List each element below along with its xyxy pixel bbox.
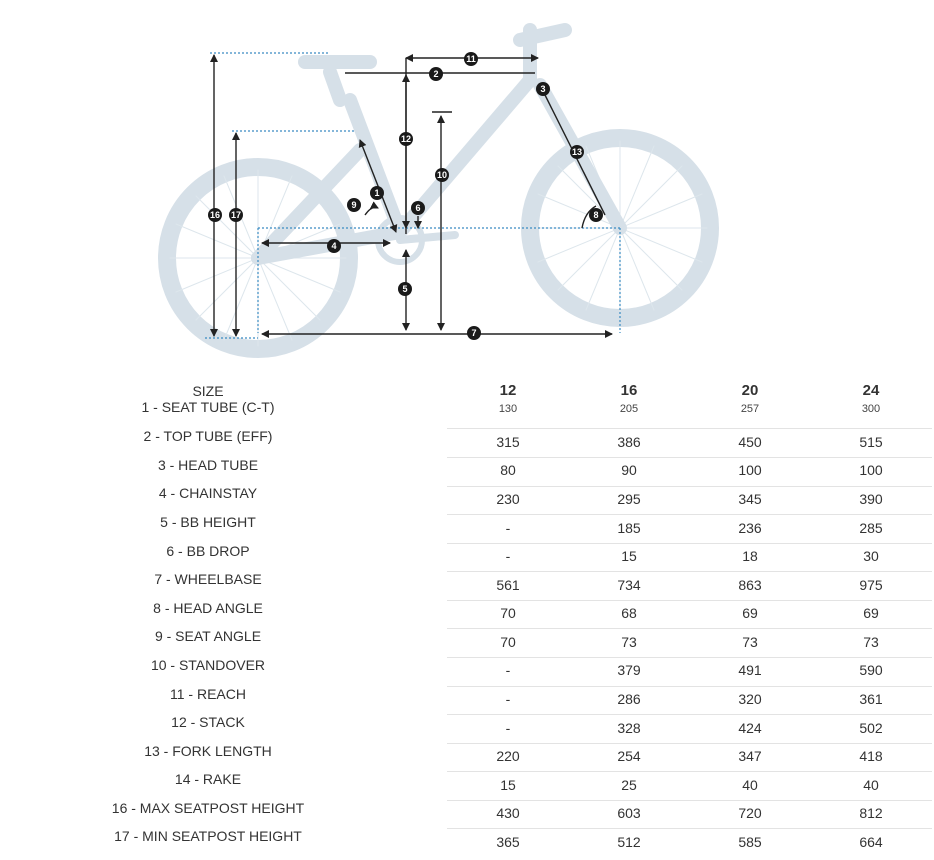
row-divider (447, 800, 932, 801)
table-cell: 295 (617, 491, 641, 507)
table-cell: 18 (742, 548, 758, 564)
table-cell: 40 (863, 777, 879, 793)
svg-text:6: 6 (415, 203, 421, 213)
table-cell: 720 (738, 805, 762, 821)
row-label-head-angle: 8 - HEAD ANGLE (153, 600, 263, 616)
table-cell: - (505, 662, 511, 678)
table-cell: 90 (621, 462, 637, 478)
size-16-header: 16 (620, 382, 638, 399)
table-cell: 254 (617, 748, 641, 764)
table-cell: 69 (863, 605, 879, 621)
svg-text:12: 12 (400, 134, 412, 144)
row-divider (447, 771, 932, 772)
svg-text:3: 3 (540, 84, 546, 94)
table-cell: 220 (496, 748, 520, 764)
row-label-chainstay: 4 - CHAINSTAY (158, 485, 258, 501)
size-16-sub: 205 (619, 403, 639, 415)
svg-text:11: 11 (466, 54, 476, 64)
row-label-seat-tube: 1 - SEAT TUBE (C-T) (141, 399, 275, 415)
row-divider (447, 514, 932, 515)
table-cell: 236 (738, 520, 762, 536)
table-cell: 73 (621, 634, 637, 650)
table-cell: 25 (621, 777, 637, 793)
table-cell: 430 (496, 805, 520, 821)
row-label-min-seatpost: 17 - MIN SEATPOST HEIGHT (114, 828, 302, 844)
row-label-top-tube: 2 - TOP TUBE (EFF) (143, 428, 273, 444)
table-cell: - (505, 720, 511, 736)
row-divider (447, 428, 932, 429)
table-cell: 863 (738, 577, 762, 593)
table-cell: 285 (859, 520, 883, 536)
row-divider (447, 486, 932, 487)
table-cell: 512 (617, 834, 641, 850)
svg-text:5: 5 (402, 284, 408, 294)
svg-text:10: 10 (436, 170, 448, 180)
table-cell: 585 (738, 834, 762, 850)
size-12-sub: 130 (498, 403, 518, 415)
table-cell: 230 (496, 491, 520, 507)
table-cell: - (505, 548, 511, 564)
svg-text:4: 4 (331, 241, 337, 251)
table-cell: 185 (617, 520, 641, 536)
size-20-header: 20 (741, 382, 759, 399)
row-divider (447, 743, 932, 744)
size-24-sub: 300 (861, 403, 881, 415)
svg-text:2: 2 (433, 69, 439, 79)
row-divider (447, 543, 932, 544)
row-divider (447, 714, 932, 715)
row-label-rake: 14 - RAKE (174, 771, 242, 787)
table-cell: 561 (496, 577, 520, 593)
table-cell: 30 (863, 548, 879, 564)
svg-text:9: 9 (351, 200, 357, 210)
table-cell: 15 (621, 548, 637, 564)
table-cell: 100 (738, 462, 762, 478)
table-cell: 664 (859, 834, 883, 850)
table-cell: 315 (496, 434, 520, 450)
table-cell: 68 (621, 605, 637, 621)
row-label-standover: 10 - STANDOVER (150, 657, 266, 673)
table-cell: 418 (859, 748, 883, 764)
table-cell: 328 (617, 720, 641, 736)
size-header-label: SIZE (192, 383, 224, 399)
row-label-stack: 12 - STACK (171, 714, 245, 730)
table-cell: 345 (738, 491, 762, 507)
row-label-bb-height: 5 - BB HEIGHT (160, 514, 256, 530)
table-cell: 73 (863, 634, 879, 650)
svg-text:13: 13 (571, 147, 583, 157)
table-cell: 361 (859, 691, 883, 707)
svg-text:16: 16 (209, 210, 221, 220)
svg-text:17: 17 (230, 210, 242, 220)
table-cell: 286 (617, 691, 641, 707)
row-label-seat-angle: 9 - SEAT ANGLE (154, 628, 262, 644)
row-label-fork-length: 13 - FORK LENGTH (144, 743, 272, 759)
row-label-reach: 11 - REACH (170, 686, 246, 702)
row-divider (447, 600, 932, 601)
size-20-sub: 257 (740, 403, 760, 415)
table-cell: 15 (500, 777, 516, 793)
svg-text:7: 7 (471, 328, 477, 338)
table-cell: 73 (742, 634, 758, 650)
table-cell: 390 (859, 491, 883, 507)
table-cell: 975 (859, 577, 883, 593)
svg-text:1: 1 (374, 188, 380, 198)
table-cell: 80 (500, 462, 516, 478)
row-label-bb-drop: 6 - BB DROP (166, 543, 250, 559)
row-label-wheelbase: 7 - WHEELBASE (154, 571, 262, 587)
size-24-header: 24 (862, 382, 880, 399)
table-cell: 812 (859, 805, 883, 821)
table-cell: 491 (738, 662, 762, 678)
table-cell: 40 (742, 777, 758, 793)
svg-text:8: 8 (593, 210, 599, 220)
table-cell: 365 (496, 834, 520, 850)
row-label-max-seatpost: 16 - MAX SEATPOST HEIGHT (111, 800, 305, 816)
row-label-head-tube: 3 - HEAD TUBE (157, 457, 259, 473)
table-cell: 603 (617, 805, 641, 821)
table-cell: 734 (617, 577, 641, 593)
row-divider (447, 657, 932, 658)
size-12-header: 12 (499, 382, 517, 399)
table-cell: 515 (859, 434, 883, 450)
table-cell: 69 (742, 605, 758, 621)
row-divider (447, 828, 932, 829)
table-cell: 347 (738, 748, 762, 764)
table-cell: 100 (859, 462, 883, 478)
table-cell: 70 (500, 605, 516, 621)
row-divider (447, 686, 932, 687)
table-cell: 70 (500, 634, 516, 650)
table-cell: - (505, 520, 511, 536)
row-divider (447, 571, 932, 572)
table-cell: 320 (738, 691, 762, 707)
table-cell: 590 (859, 662, 883, 678)
table-cell: 386 (617, 434, 641, 450)
table-cell: 424 (738, 720, 762, 736)
row-divider (447, 628, 932, 629)
table-cell: 502 (859, 720, 883, 736)
table-cell: - (505, 691, 511, 707)
row-divider (447, 457, 932, 458)
table-cell: 450 (738, 434, 762, 450)
table-cell: 379 (617, 662, 641, 678)
